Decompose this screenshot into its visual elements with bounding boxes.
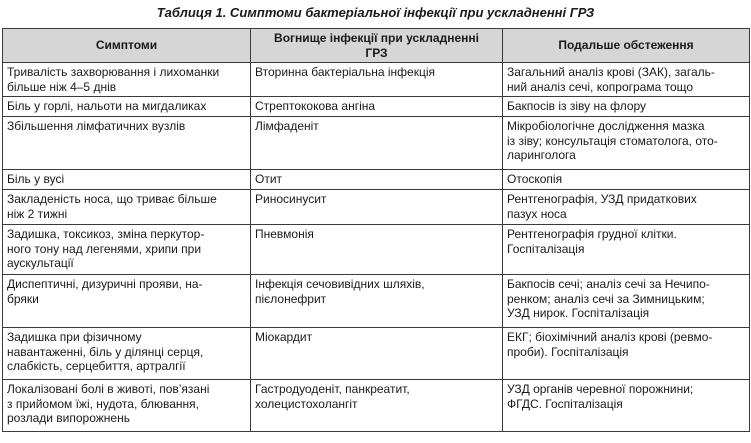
cell-focus: Міокардит (251, 328, 503, 380)
cell-exam: Рентгенографія, УЗД придаткових пазух носа (503, 190, 750, 225)
cell-focus: Вторинна бактеріальна інфекція (251, 63, 503, 97)
cell-exam: УЗД органів черевної порожнини; ФГДС. Госпіталізація (503, 380, 750, 432)
table-row (3, 328, 750, 380)
cell-focus: Лімфаденіт (251, 117, 503, 170)
cell-exam: Загальний аналіз крові (ЗАК), загаль- ний аналіз сечі, копрограма тощо (503, 63, 750, 97)
cell-symptom: Біль у вусі (3, 170, 251, 190)
header-infection-focus: Вогнище інфекції при ускладненні ГРЗ (251, 29, 503, 63)
cell-focus: Гастродуоденіт, панкреатит, холецистохолангіт (251, 380, 503, 432)
cell-focus: Риносинусит (251, 190, 503, 225)
cell-focus: Отит (251, 170, 503, 190)
header-further-examination: Подальше обстеження (503, 29, 750, 63)
cell-symptom: Збільшення лімфатичних вузлів (3, 117, 251, 170)
table-title: Таблиця 1. Симптоми бактеріальної інфекції при ускладненні ГРЗ (156, 5, 595, 20)
table-row (3, 275, 750, 328)
cell-symptom: Локалізовані болі в животі, пов’язані з прийомом їжі, нудота, блювання, розлади випорожнень (3, 380, 251, 432)
cell-symptom: Диспептичні, дизуричні прояви, на- бряки (3, 275, 251, 328)
cell-symptom: Задишка при фізичному навантаженні, біль у ділянці серця, слабкість, серцебиття, артралгії (3, 328, 251, 380)
cell-exam: Рентгенографія грудної клітки. Госпіталізація (503, 225, 750, 275)
table-row (3, 190, 750, 225)
cell-focus: Пневмонія (251, 225, 503, 275)
cell-symptom: Задишка, токсикоз, зміна перкутор- ного тону над легенями, хрипи при аускультації (3, 225, 251, 275)
table-caption-wrap (0, 0, 751, 28)
table-row (3, 117, 750, 170)
cell-symptom: Закладеність носа, що триває більше ніж 2 тижні (3, 190, 251, 225)
table-header-row (3, 29, 750, 63)
table-row (3, 97, 750, 117)
cell-exam: Бакпосів із зіву на флору (503, 97, 750, 117)
cell-exam: Мікробіологічне дослідження мазка із зіву; консультація стоматолога, ото- ларинголога (503, 117, 750, 170)
cell-exam: Отоскопія (503, 170, 750, 190)
cell-exam: ЕКГ; біохімічний аналіз крові (ревмо- проби). Госпіталізація (503, 328, 750, 380)
symptoms-table (2, 28, 750, 432)
cell-symptom: Біль у горлі, нальоти на мигдаликах (3, 97, 251, 117)
table-row (3, 380, 750, 432)
header-symptoms: Симптоми (3, 29, 251, 63)
table-row (3, 63, 750, 97)
cell-exam: Бакпосів сечі; аналіз сечі за Нечипо- ренком; аналіз сечі за Зимницьким; УЗД нирок. Госпіталізація (503, 275, 750, 328)
table-row (3, 170, 750, 190)
table-row (3, 225, 750, 275)
cell-symptom: Тривалість захворювання і лихоманки більше ніж 4–5 днів (3, 63, 251, 97)
cell-focus: Інфекція сечовивідних шляхів, пієлонефрит (251, 275, 503, 328)
cell-focus: Стрептококова ангіна (251, 97, 503, 117)
